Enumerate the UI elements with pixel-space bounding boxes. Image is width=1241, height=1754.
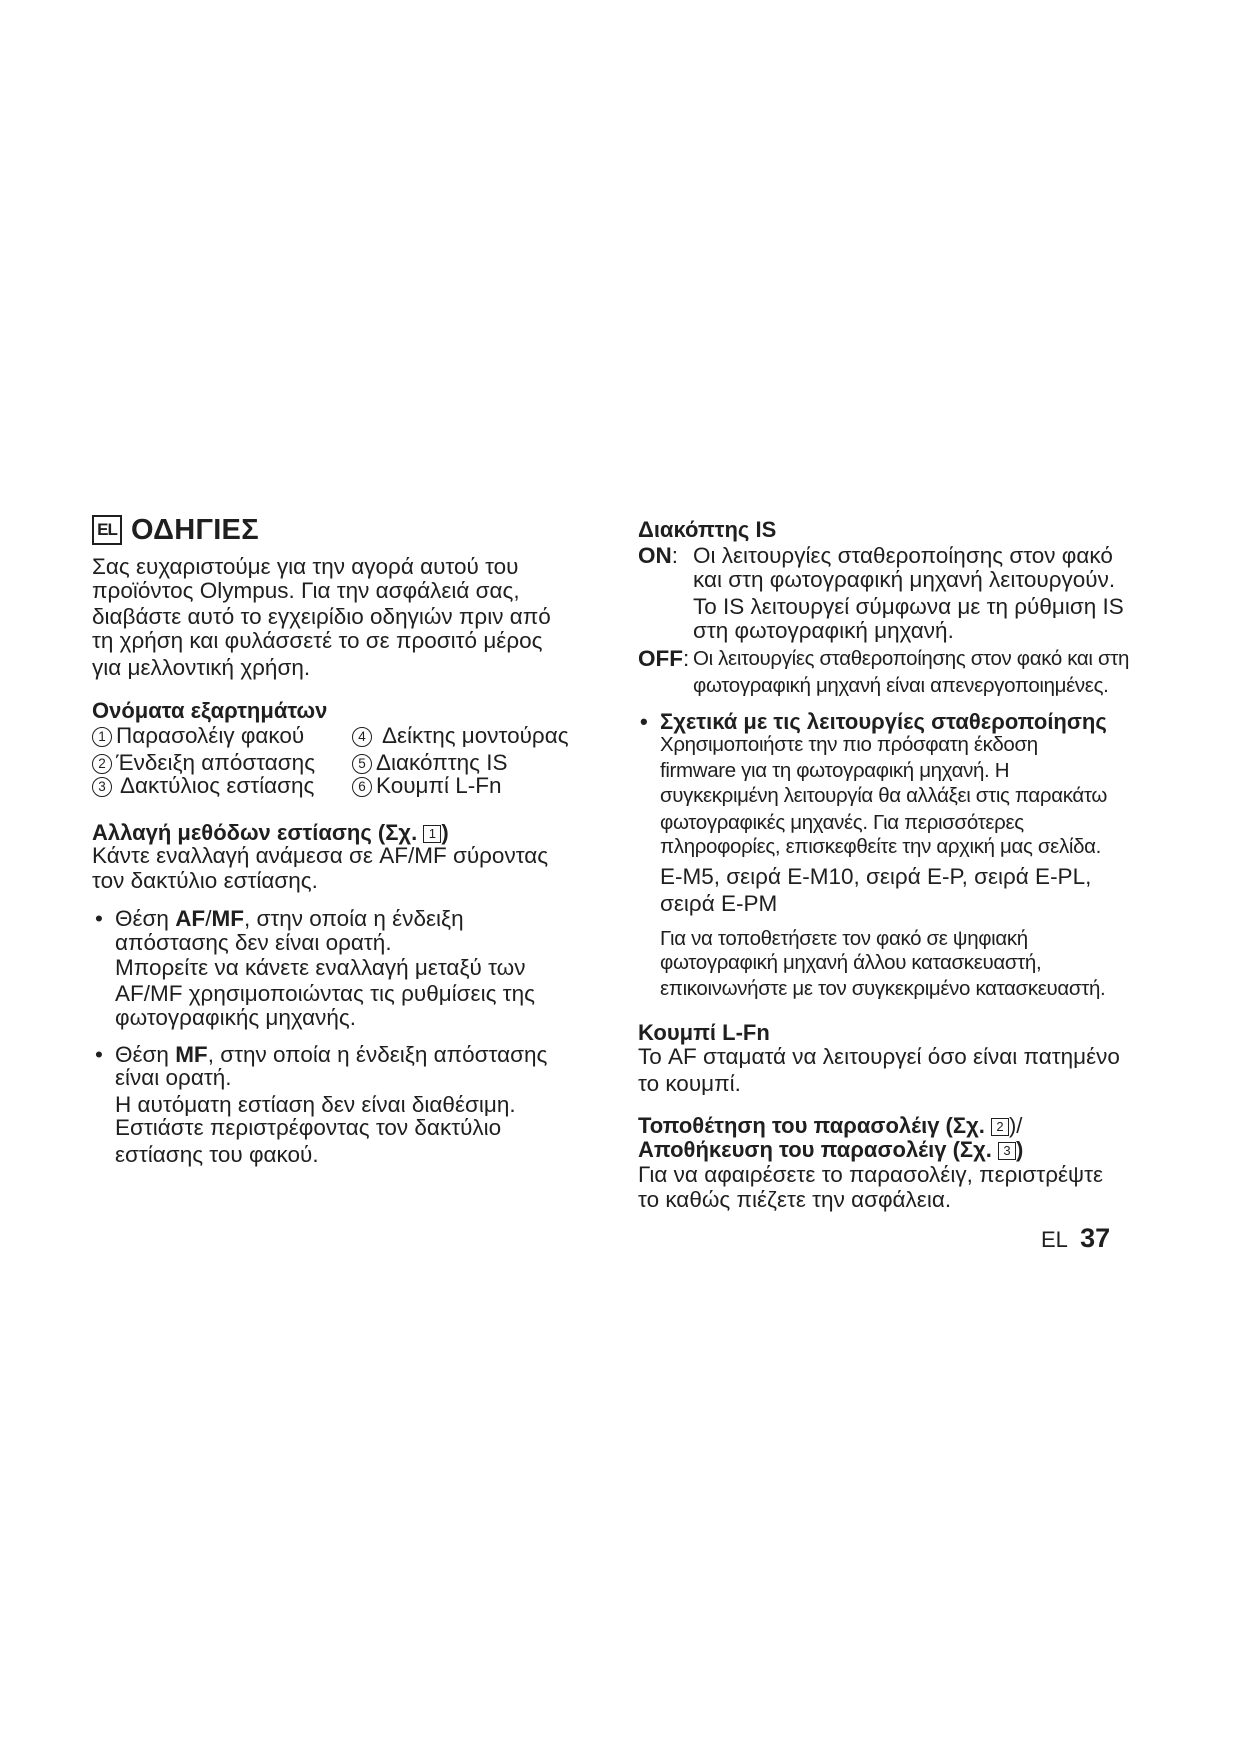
on-line: και στη φωτογραφική μηχανή λειτουργούν. [693, 567, 1116, 592]
off-text: OFF [638, 646, 683, 671]
focus-line: τον δακτύλιο εστίασης. [92, 868, 318, 893]
intro-line: προϊόντος Olympus. Για την ασφάλειά σας, [92, 578, 520, 603]
bullet-line: Η αυτόματη εστίαση δεν είναι διαθέσιμη. [115, 1092, 516, 1117]
bullet-line: είναι ορατή. [115, 1065, 232, 1090]
off-line: Οι λειτουργίες σταθεροποίησης στον φακό και στη [693, 647, 1130, 670]
models-line: E-M5, σειρά E-M10, σειρά E-P, σειρά E-PL, [660, 864, 1092, 889]
focus-line: Κάντε εναλλαγή ανάμεσα σε AF/MF σύροντας [92, 843, 549, 868]
bullet-text: , στην οποία η ένδειξη [243, 906, 464, 931]
page-number [1041, 1223, 1110, 1254]
mf-label: MF [175, 1042, 208, 1067]
stabilization-line: firmware για τη φωτογραφική μηχανή. Η [660, 759, 1010, 782]
bullet-af-mf [115, 906, 464, 931]
bullet-text: , στην οποία η ένδειξη απόστασης [207, 1042, 548, 1067]
bullet-text: Θέση [115, 1042, 176, 1067]
number-5-icon: 5 [352, 754, 372, 774]
part-label: Ένδειξη απόστασης [116, 750, 316, 775]
intro-line: διαβάστε αυτό το εγχειρίδιο οδηγιών πριν από [92, 604, 551, 629]
part-item-4 [352, 723, 569, 748]
intro-line: Σας ευχαριστούμε για την αγορά αυτού του [92, 554, 519, 579]
focus-heading-end: ) [441, 820, 449, 845]
title-text: ΟΔΗΓΙΕΣ [131, 514, 259, 546]
part-label: Παρασολέιγ φακού [116, 723, 305, 748]
hood-heading-end: )/ [1008, 1113, 1023, 1138]
bullet-dot: • [95, 906, 103, 931]
stabilization-line: φωτογραφικές μηχανές. Για περισσότερες [660, 811, 1024, 834]
bullet-mf [115, 1042, 547, 1067]
part-item-3 [92, 773, 314, 798]
lfn-heading: Κουμπί L-Fn [638, 1020, 770, 1045]
bullet-text: Θέση [115, 906, 176, 931]
hood-heading-attach [638, 1113, 1022, 1138]
bullet-line: απόστασης δεν είναι ορατή. [115, 930, 392, 955]
stabilization-line: πληροφορίες, επισκεφθείτε την αρχική μας σελίδα. [660, 835, 1101, 858]
stabilization-heading: Σχετικά με τις λειτουργίες σταθεροποίησης [660, 709, 1107, 734]
part-item-6 [352, 773, 502, 798]
on-line: στη φωτογραφική μηχανή. [693, 618, 954, 643]
off-line: φωτογραφική μηχανή είναι απενεργοποιημένες. [693, 674, 1109, 697]
hood-heading-text: Τοποθέτηση του παρασολέιγ (Σχ. [638, 1113, 985, 1138]
part-label: Κουμπί L-Fn [376, 773, 502, 798]
bullet-line: Μπορείτε να κάνετε εναλλαγή μεταξύ των [115, 955, 526, 980]
bullet-line: εστίασης του φακού. [115, 1142, 319, 1167]
part-label: Δακτύλιος εστίασης [120, 773, 315, 798]
figure-2-icon: 2 [991, 1118, 1009, 1136]
on-text: ON [638, 543, 672, 568]
on-label [638, 543, 678, 568]
number-1-icon: 1 [92, 727, 112, 747]
part-item-2 [92, 750, 315, 775]
part-item-1 [92, 723, 304, 748]
bullet-dot: • [95, 1042, 103, 1067]
models-line: σειρά E-PM [660, 891, 778, 916]
mount-line: φωτογραφική μηχανή άλλου κατασκευαστή, [660, 951, 1042, 974]
off-label [638, 646, 689, 671]
hood-line: Για να αφαιρέσετε το παρασολέιγ, περιστρέψτε [638, 1162, 1103, 1187]
intro-line: τη χρήση και φυλάσσετέ το σε προσιτό μέρος [92, 628, 543, 653]
stabilization-line: Χρησιμοποιήστε την πιο πρόσφατη έκδοση [660, 733, 1038, 756]
parts-heading: Ονόματα εξαρτημάτων [92, 698, 328, 723]
language-badge-icon: EL [92, 515, 122, 545]
bullet-dot: • [640, 709, 648, 734]
focus-heading-text: Αλλαγή μεθόδων εστίασης (Σχ. [92, 820, 418, 845]
page-lang: EL [1041, 1227, 1068, 1252]
bullet-line: φωτογραφικής μηχανής. [115, 1005, 356, 1030]
af-label: AF [175, 906, 206, 931]
page-title [92, 514, 259, 546]
lfn-line: το κουμπί. [638, 1071, 741, 1096]
number-4-icon: 4 [352, 727, 372, 747]
colon: : [683, 646, 690, 671]
mount-line: Για να τοποθετήσετε τον φακό σε ψηφιακή [660, 927, 1028, 950]
figure-3-icon: 3 [998, 1142, 1016, 1160]
hood-heading-store [638, 1137, 1023, 1162]
intro-line: για μελλοντική χρήση. [92, 655, 311, 680]
focus-heading [92, 820, 449, 845]
lfn-line: Το AF σταματά να λειτουργεί όσο είναι πατημένο [638, 1044, 1120, 1069]
colon: : [671, 543, 679, 568]
hood-heading-text: Αποθήκευση του παρασολέιγ (Σχ. [638, 1137, 992, 1162]
stabilization-line: συγκεκριμένη λειτουργία θα αλλάξει στις παρακάτω [660, 784, 1108, 807]
is-switch-heading: Διακόπτης IS [638, 517, 777, 542]
part-label: Διακόπτης IS [376, 750, 508, 775]
bullet-line: Εστιάστε περιστρέφοντας τον δακτύλιο [115, 1115, 502, 1140]
part-label: Δείκτης μοντούρας [382, 723, 569, 748]
mount-line: επικοινωνήστε με τον συγκεκριμένο κατασκευαστή. [660, 977, 1106, 1000]
slash: / [205, 906, 212, 931]
number-3-icon: 3 [92, 777, 112, 797]
figure-1-icon: 1 [423, 825, 441, 843]
mf-label: MF [211, 906, 244, 931]
number-6-icon: 6 [352, 777, 372, 797]
on-line: Οι λειτουργίες σταθεροποίησης στον φακό [693, 543, 1113, 568]
on-line: Το IS λειτουργεί σύμφωνα με τη ρύθμιση IS [693, 594, 1124, 619]
hood-line: το καθώς πιέζετε την ασφάλεια. [638, 1187, 952, 1212]
bullet-line: AF/MF χρησιμοποιώντας τις ρυθμίσεις της [115, 981, 535, 1006]
hood-heading-end: ) [1016, 1137, 1024, 1162]
number-2-icon: 2 [92, 754, 112, 774]
page-num: 37 [1080, 1223, 1111, 1253]
part-item-5 [352, 750, 507, 775]
